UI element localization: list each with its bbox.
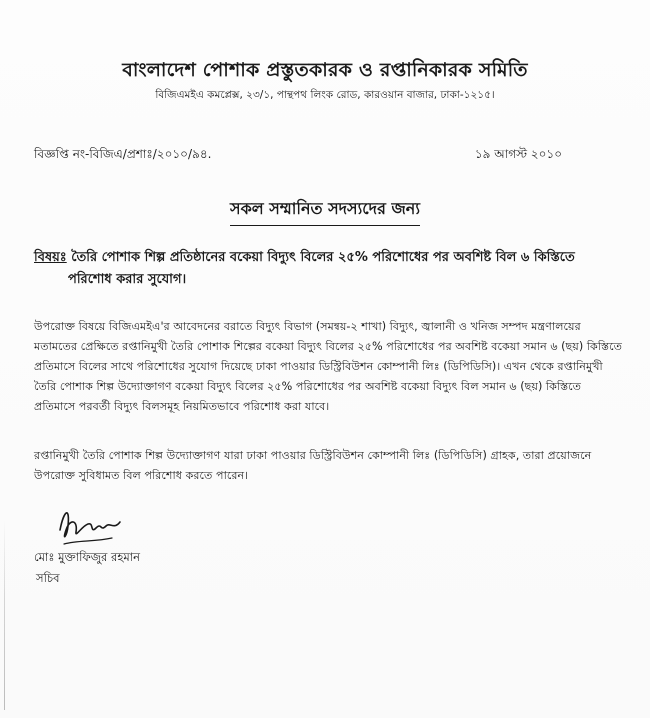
subject-line-2: পরিশোধ করার সুযোগ।: [68, 272, 187, 287]
signatory-name: মোঃ মুক্তাফিজুর রহমান: [34, 550, 140, 564]
notice-date: ১৯ আগস্ট ২০১০: [474, 147, 562, 161]
organization-name: বাংলাদেশ পোশাক প্রস্তুতকারক ও রপ্তানিকারক সমিতি: [122, 59, 528, 81]
notice-heading: [0, 196, 650, 226]
scan-edge-shadow: [4, 520, 5, 710]
signatory-title: সচিব: [36, 571, 60, 585]
notice-heading-text: সকল সম্মানিত সদস্যদের জন্য: [230, 196, 420, 226]
organization-address: বিজিএমইএ কমপ্লেক্স, ২৩/১, পান্থপথ লিংক রোড, কারওয়ান বাজার, ঢাকা-১২১৫।: [155, 89, 495, 101]
subject-block: [34, 247, 624, 291]
reference-number: বিজ্ঞপ্তি নং-বিজিএ/প্রশাঃ/২০১০/৯৪.: [34, 147, 212, 161]
subject-label: বিষয়ঃ: [34, 250, 67, 265]
body-paragraph-2: রপ্তানিমুখী তৈরি পোশাক শিল্প উদ্যোক্তাগণ যারা ঢাকা পাওয়ার ডিস্ট্রিবিউশন কোম্পানী লিঃ (ডিপিডিসি) গ্রাহক, তারা প্রয়োজনে উপরোক্ত সুবিধামত বিল পরিশোধ করতে পারেন।: [34, 449, 592, 482]
body-paragraph-1: উপরোক্ত বিষয়ে বিজিএমইএ'র আবেদনের বরাতে বিদ্যুৎ বিভাগ (সমন্বয়-২ শাখা) বিদ্যুৎ, জ্বালানী ও খনিজ সম্পদ মন্ত্রণালয়ের মতামতের প্রেক্ষিতে রপ্তানিমুখী তৈরি পোশাক শিল্পের বকেয়া বিদ্যুৎ বিলের ২৫% পরিশোধের পর অবশিষ্ট বকেয়া সমান ৬ (ছয়) কিস্তিতে প্রতিমাসে বিলের সাথে পরিশোধের সুযোগ দিয়েছে ঢাকা পাওয়ার ডিস্ট্রিবিউশন কোম্পানী লিঃ (ডিপিডিসি)। এখন থেকে রপ্তানিমুখী তৈরি পোশাক শিল্প উদ্যোক্তাগণ বকেয়া বিদ্যুৎ বিলের ২৫% পরিশোধের পর অবশিষ্ট বকেয়া বিদ্যুৎ বিল সমান ৬ (ছয়) কিস্তিতে প্রতিমাসে পরবর্তী বিদ্যুৎ বিলসমূহ নিয়মিতভাবে পরিশোধ করা যাবে।: [34, 320, 622, 413]
subject-line-1: তৈরি পোশাক শিল্প প্রতিষ্ঠানের বকেয়া বিদ্যুৎ বিলের ২৫% পরিশোধের পর অবশিষ্ট বিল ৬ কিস্তিতে: [71, 250, 575, 265]
handwritten-signature: [54, 500, 134, 548]
